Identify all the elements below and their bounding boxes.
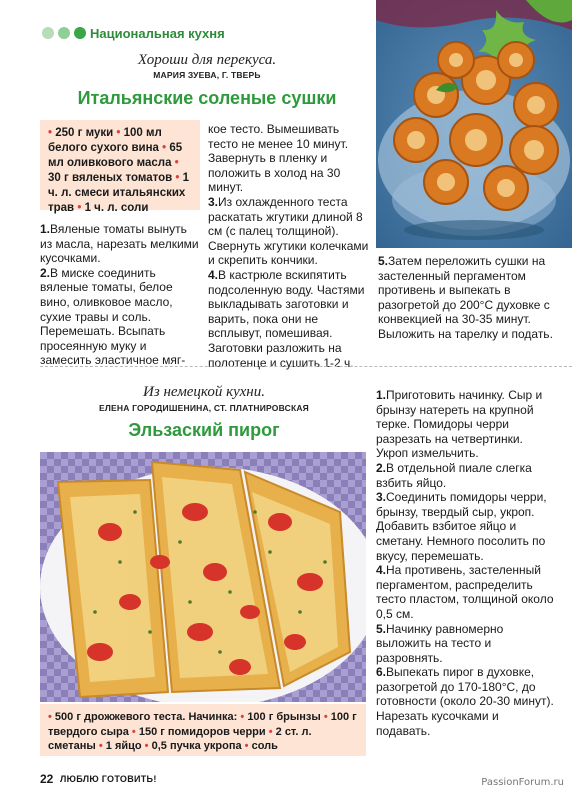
page-number: 22: [40, 772, 54, 786]
ingredient-item: 250 г муки: [55, 127, 114, 139]
recipe1-column-3: [378, 254, 558, 342]
recipe-step: 2.В миске соединить вяленые томаты, белое вино, оливковое масло, сухие травы и соль. Перемешать. Всыпать просеянную муку и замесить эластичное мяг-: [40, 265, 186, 368]
bullet-icon: •: [131, 725, 139, 738]
section-dots: [42, 27, 86, 39]
recipe-step: 5.Затем переложить сушки на застеленный пергаментом противень и выпекать в разогретой до 200°С духовке с конвекцией на 30-35 минут. Выложить на тарелку и подать.: [378, 254, 553, 341]
recipe2-steps: [376, 388, 556, 738]
recipe2-ingredients-box: [40, 704, 366, 756]
recipe2-kicker: Из немецкой кухни.: [143, 384, 265, 400]
ingredient-item: 30 г вяленых томатов: [48, 172, 173, 184]
ingredient-item: 150 г помидоров черри: [138, 725, 266, 738]
bullet-icon: •: [77, 202, 85, 214]
section-dot-1: [42, 27, 54, 39]
ingredient-item: 500 г дрожжевого теста. Начинка:: [54, 711, 238, 723]
recipe1-column-1: [40, 222, 200, 368]
bullet-icon: •: [144, 740, 152, 752]
bullet-icon: •: [48, 127, 56, 139]
recipe1-title: Итальянские соленые сушки: [77, 88, 337, 108]
ingredient-item: 1 ч. л. соли: [84, 202, 149, 214]
recipe1-author: МАРИЯ ЗУЕВА, Г. ТВЕРЬ: [153, 70, 261, 80]
bullet-icon: •: [268, 725, 276, 738]
watermark: PassionForum.ru: [481, 777, 564, 788]
ingredient-item: соль: [251, 740, 278, 752]
section-label: Национальная кухня: [90, 26, 225, 41]
section-dot-3: [74, 27, 86, 39]
recipe1-kicker: Хороши для перекуса.: [137, 52, 277, 68]
bullet-icon: •: [174, 157, 179, 169]
bullet-icon: •: [98, 740, 106, 752]
recipe-step: 2.В отдельной пиале слегка взбить яйцо.: [376, 460, 532, 490]
recipe-step: 1.Вяленые томаты вынуть из масла, нарезать мелкими кусочками.: [40, 222, 199, 266]
ingredient-item: 65 мл оливкового масла: [48, 142, 183, 169]
bullet-icon: •: [175, 172, 183, 184]
recipe-step: 5.Начинку равномерно выложить на тесто и разровнять.: [376, 621, 504, 665]
recipe-step: 6.Выпекать пирог в духовке, разогретой до 170-180°С, до готовности (около 20-30 минут). Нарезать кусочками и подавать.: [376, 665, 554, 738]
section-divider: [40, 366, 572, 367]
recipe-step: 4.В кастрюле вскипятить подсоленную воду. Частями выкладывать заготовки и варить, пока они не всплывут, помешивая. Заготовки разложить на полотенце и сушить 1-2 ч.: [208, 267, 365, 370]
ingredient-item: 1 ч. л. смеси итальянских трав: [48, 172, 190, 214]
ingredient-item: 100 г твердого сыра: [48, 711, 357, 738]
bullet-icon: •: [323, 711, 331, 723]
recipe-step: 3.Из охлажденного теста раскатать жгутики длиной 8 см (с палец толщиной). Свернуть жгутики колечками и скрепить кончики.: [208, 194, 369, 268]
ingredient-item: 2 ст. л. сметаны: [48, 725, 312, 752]
recipe2-author: ЕЛЕНА ГОРОДИШЕНИНА, СТ. ПЛАТНИРОВСКАЯ: [98, 403, 309, 413]
magazine-name: ЛЮБЛЮ ГОТОВИТЬ!: [60, 774, 157, 784]
ingredient-item: 100 г брынзы: [247, 711, 321, 723]
ingredient-item: 1 яйцо: [105, 740, 142, 752]
recipe-step: 1.Приготовить начинку. Сыр и брынзу натереть на крупной терке. Помидоры черри разрезать на четвертинки. Укроп измельчить.: [376, 388, 543, 461]
recipe-step-continuation: кое тесто. Вымешивать тесто не менее 10 минут. Завернуть в пленку и положить в холод на 30 минут.: [208, 122, 349, 195]
recipe1-ingredients-box: [40, 120, 200, 214]
section-dot-2: [58, 27, 70, 39]
bullet-icon: •: [48, 711, 55, 723]
recipe1-column-2: [208, 122, 372, 370]
pie-photo: [40, 452, 366, 702]
ingredient-item: 0,5 пучка укропа: [151, 740, 242, 752]
recipe-step: 4.На противень, застеленный пергаментом, распределить тесто пластом, толщиной около 0,5 см.: [376, 563, 554, 621]
bullet-icon: •: [240, 711, 248, 723]
bullet-icon: •: [116, 127, 124, 139]
recipe2-title: Эльзаский пирог: [128, 420, 280, 440]
sushki-photo: [376, 0, 572, 248]
ingredient-item: 100 мл белого сухого вина: [48, 127, 162, 154]
bullet-icon: •: [162, 142, 170, 154]
bullet-icon: •: [244, 740, 252, 752]
recipe-step: 3.Соединить помидоры черри, брынзу, твердый сыр, укроп. Добавить взбитое яйцо и сметану. Немного посолить по вкусу, перемешать.: [376, 490, 547, 563]
